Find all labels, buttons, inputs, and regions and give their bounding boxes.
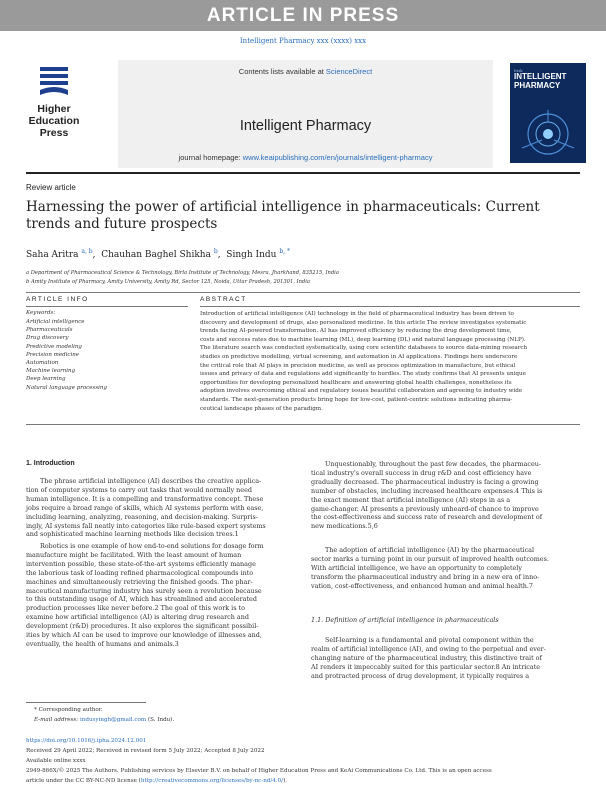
author-name[interactable]: Saha Aritra — [26, 250, 79, 260]
paragraph — [311, 546, 581, 591]
keywords-label: Keywords: — [26, 310, 56, 316]
abstract-line: costs and success rates due to machine learning (ML), deep learning (DL) and natural language processing (NLP). — [200, 336, 526, 343]
cover-title-line: PHARMACY — [514, 81, 561, 90]
abstract-line: trends facing AI-powered transformation. AI has improved efficiency by reducing the drug development time, — [200, 328, 512, 335]
text-line: With artificial intelligence, we have an opportunity to completely — [311, 563, 522, 572]
text-line: machines and simultaneously retrieving the finished goods. The phar- — [26, 577, 253, 586]
paragraph — [311, 636, 581, 681]
keyword-item: Precision medicine — [26, 351, 79, 358]
keyword-item: Deep learning — [26, 376, 66, 383]
text-line: the exact moment that artificial intelligence (AI) steps in as a — [311, 495, 511, 504]
keyword-item: Machine learning — [26, 368, 76, 375]
keyword-item: Predictive modeling — [26, 343, 82, 350]
higher-education-press-logo-icon — [36, 64, 72, 100]
email-suffix: (S. Indu). — [146, 717, 175, 723]
text-line: AI renders it impeccably suited for this particular sector.8 An intricate — [311, 662, 541, 671]
text-line: the laborious task of loading refined pharmacological compounds into — [26, 568, 254, 577]
text-line: The adoption of artificial intelligence (AI) by the pharmaceutical — [325, 546, 535, 554]
text-line: gradually decreased. The pharmaceutical industry is facing a growing — [311, 477, 539, 486]
sciencedirect-link[interactable]: ScienceDirect — [325, 67, 373, 76]
article-info-heading: ARTICLE INFO — [26, 296, 89, 303]
license-line — [26, 778, 287, 784]
text-line: development (r&D) procedures. It also explores the significant possibil- — [26, 622, 259, 631]
cover-art-icon — [512, 104, 584, 160]
cover-brand: KeAi — [514, 68, 523, 73]
text-line: Robotics is one example of how end-to-end solutions for dosage form — [40, 542, 264, 550]
paragraph — [26, 542, 296, 649]
keyword-item: Automation — [26, 360, 59, 366]
text-line: eventually, the health of humans and animals.3 — [26, 639, 179, 648]
text-line: tical industry's overall success in drug r&D and cost efficiency have — [311, 468, 532, 477]
author-list: Saha Aritra $^{a, b}$, Chauhan Baghel Shikha $^b$, Singh Indu $^{b, *}$ — [26, 248, 290, 260]
keyword-item: Artificial intelligence — [26, 319, 85, 325]
text-line: the cost-effectiveness and success rate of research and development of — [311, 513, 543, 522]
text-line: new medications.5,6 — [311, 522, 378, 531]
publisher-line: Press — [39, 127, 69, 139]
contents-prefix: Contents lists available at — [238, 67, 326, 76]
abstract-line: opportunities for developing personalized healthcare and answering global health challenges, nonetheless its — [200, 379, 512, 386]
contents-line — [118, 67, 493, 76]
keyword-item: Drug discovery — [26, 335, 69, 342]
doi-line — [26, 738, 146, 744]
divider — [26, 424, 580, 425]
abstract-line: standards. The next-generation products bring hope for low-cost, patient-centric solutions indicating pharma- — [200, 396, 513, 403]
header-rule — [26, 172, 580, 174]
text-line: realm of artificial intelligence (AI), and owing to the perpetual and ever- — [311, 644, 546, 653]
publisher-name — [18, 103, 90, 139]
affiliation: a Department of Pharmaceutical Science & Technology, Birla Institute of Technology, Mesra, Jharkhand, 835215, India — [26, 270, 339, 276]
abstract-line: Introduction of artificial intelligence (AI) technology in the field of pharmaceutical industry has been driven to — [200, 311, 514, 317]
journal-title: Intelligent Pharmacy — [239, 118, 372, 134]
cover-title-line: INTELLIGENT — [514, 72, 567, 81]
abstract-line: The literature search was conducted systematically, using core scientific databases to source data-mining research — [200, 345, 528, 352]
text-line: ingly, AI systems fall neatly into categories like rule-based expert systems — [26, 521, 266, 530]
abstract-line: the critical role that AI plays in precision medicine, as well as process optimization in manufacture, but ethical — [200, 362, 516, 369]
paragraph — [311, 460, 581, 531]
homepage-link[interactable]: www.keaipublishing.com/en/journals/intelligent-pharmacy — [242, 153, 433, 162]
author-name[interactable]: Singh Indu — [226, 250, 277, 260]
text-line: tion of computer systems to carry out tasks that would normally need — [26, 485, 252, 494]
footnote-rule — [26, 702, 146, 703]
author-affiliation-marker: b — [213, 248, 218, 255]
abstract-line: issues and privacy of data and regulations add significantly to hurdles. The study confirms that AI presents unique — [200, 371, 526, 378]
text-line: intervention possible, these state-of-the-art systems efficiently manage — [26, 559, 256, 568]
text-line: game-changer. AI presents a previously unheard-of chance to improve — [311, 504, 539, 513]
text-line: maceutical manufacturing industry has surely seen a revolution because — [26, 586, 262, 595]
subsection-heading: 1.1. Definition of artificial intelligence in pharmaceuticals — [311, 616, 499, 624]
license-prefix: article under the CC BY-NC-ND license ( — [26, 778, 141, 784]
text-line: examine how artificial intelligence (AI) is altering drug research and — [26, 613, 249, 622]
publisher-line: Education — [28, 115, 80, 127]
license-suffix: ). — [283, 778, 288, 784]
article-type: Review article — [26, 183, 76, 192]
article-title — [26, 199, 586, 233]
text-line: and protracted process of drug development, it typically requires a — [311, 671, 530, 680]
text-line: vation, cost-effectiveness, and enhanced human and animal health.7 — [311, 581, 533, 590]
text-line: transform the pharmaceutical industry and bring in a new era of inno- — [311, 572, 540, 581]
abstract-line: ceutical landscape phases of the paradigm. — [200, 405, 323, 412]
cover-title — [514, 72, 566, 90]
text-line: number of obstacles, including increased healthcare expenses.4 This is — [311, 486, 543, 495]
email-label: E-mail address: — [34, 717, 80, 723]
doi-link[interactable]: https://doi.org/10.1016/j.ipha.2024.12.001 — [26, 738, 147, 744]
text-line: including learning, analyzing, reasoning, and decision-making. Surpris- — [26, 512, 258, 521]
abstract-heading: ABSTRACT — [200, 296, 247, 303]
affiliation: b Amity Institute of Pharmacy, Amity University, Amity Rd, Sector 125, Noida, Uttar Pradesh, 201301, India — [26, 279, 311, 285]
divider — [26, 292, 580, 293]
divider — [26, 306, 188, 307]
text-line: manufacture might be facilitated. With the least amount of human — [26, 550, 242, 559]
license-link[interactable]: http://creativecommons.org/licenses/by-nc-nd/4.0/ — [140, 778, 284, 784]
author-affiliation-marker: a, b — [81, 248, 93, 255]
publisher-line: Higher — [37, 103, 71, 115]
divider — [200, 306, 580, 307]
abstract-line: adoption involves overcoming ethical and regulatory issues beautiful collaboration and agreeing to industry wide — [200, 388, 523, 395]
keyword-item: Natural language processing — [26, 384, 107, 391]
abstract-line: studies on predictive modelling, virtual screening, and automation in AI applications. Findings here underscore — [200, 353, 518, 360]
author-affiliation-marker: b, * — [279, 248, 290, 255]
received-dates: Received 29 April 2022; Received in revised form 5 July 2022; Accepted 8 July 2022 — [26, 748, 265, 754]
text-line: The phrase artificial intelligence (AI) describes the creative applica- — [40, 477, 262, 485]
author-name[interactable]: Chauhan Baghel Shikha — [101, 250, 211, 260]
abstract-text — [200, 310, 580, 413]
text-line: and sophisticated machine learning methods like decision trees.1 — [26, 530, 239, 539]
text-line: production processes like never before.2 The goal of this work is to — [26, 604, 245, 613]
section-heading-introduction: 1. Introduction — [26, 460, 75, 467]
title-line: Harnessing the power of artificial intelligence in pharmaceuticals: Current — [26, 199, 540, 215]
journal-header-box — [118, 60, 493, 168]
journal-homepage — [118, 153, 493, 162]
text-line: to this outstanding usage of AI, which has streamlined and accelerated — [26, 595, 257, 604]
title-line: trends and future prospects — [26, 216, 218, 232]
text-line: changing nature of the pharmaceutical industry, this distinctive trait of — [311, 653, 542, 662]
keyword-item: Pharmaceuticals — [26, 327, 73, 334]
text-line: Unquestionably, throughout the past few decades, the pharmaceu- — [325, 460, 542, 468]
text-line: jobs require a broad range of skills, which AI systems perform with ease, — [26, 503, 264, 512]
homepage-prefix: journal homepage: — [178, 153, 243, 162]
paragraph — [26, 477, 296, 539]
abstract-line: discovery and development of drugs, also personalized medicine. In this article The review investigates systematic — [200, 319, 527, 326]
journal-reference: Intelligent Pharmacy xxx (xxxx) xxx — [239, 37, 367, 45]
text-line: Self-learning is a fundamental and pivotal component within the — [325, 636, 534, 644]
text-line: sector marks a turning point in our pursuit of improved health outcomes. — [311, 554, 549, 563]
email-line — [34, 717, 174, 723]
corresponding-author-note: * Corresponding author. — [34, 707, 103, 713]
available-online: Available online xxxx — [26, 758, 86, 764]
author-email-link[interactable]: indusyingh@gmail.com — [79, 717, 147, 723]
text-line: human intelligence. It is a compelling and transformative concept. These — [26, 494, 264, 503]
article-in-press-banner: ARTICLE IN PRESS — [0, 0, 606, 31]
text-line: ities by which AI can be used to improve our knowledge of illnesses and, — [26, 631, 262, 640]
license-line: 2949-866X/© 2025 The Authors. Publishing services by Elsevier B.V. on behalf of Higher Education Press and KeAi Communications Co. Ltd. This is an open access — [26, 768, 492, 774]
